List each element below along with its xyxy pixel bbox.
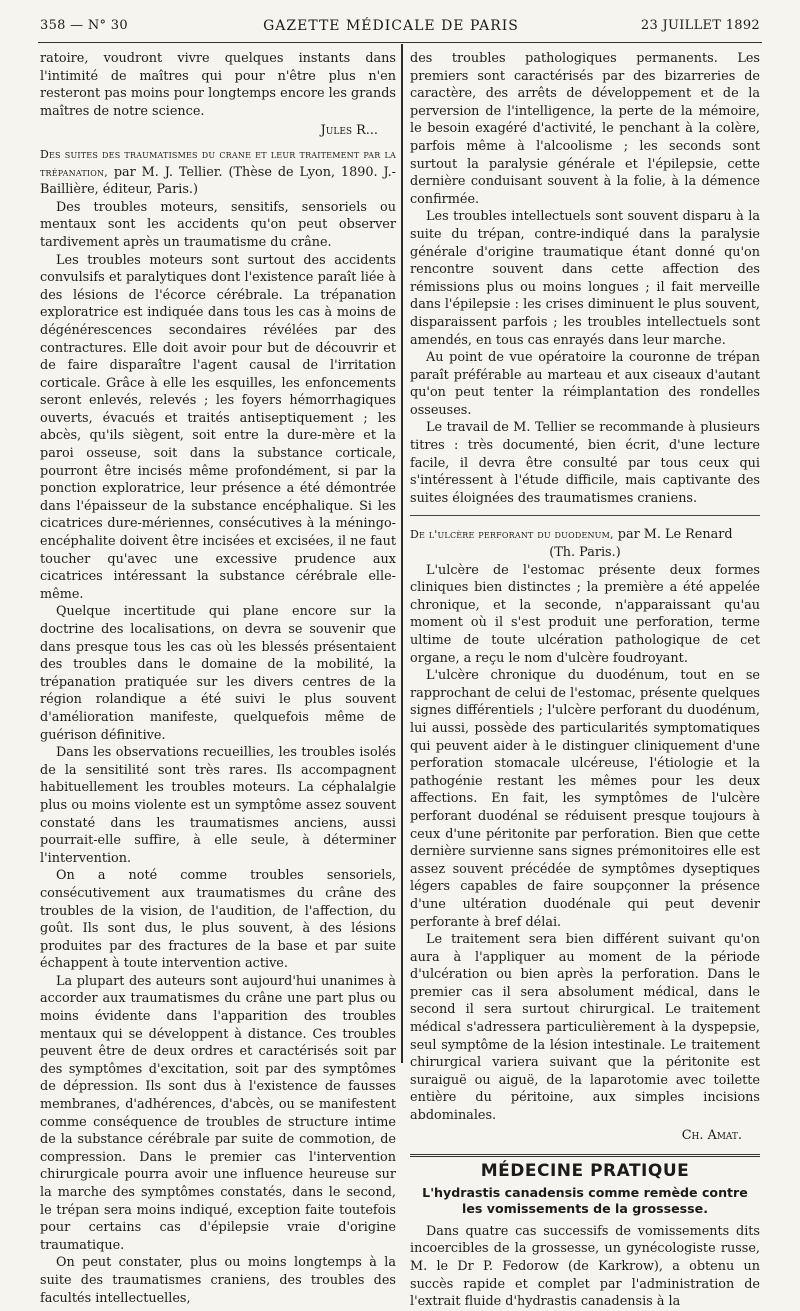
paragraph: L'ulcère de l'estomac présente deux formes cliniques bien distinctes ; la première a été appelée chronique, et la seconde, n'apparaissant qu'au moment où il s'est produit une perforation, terme ultime de toute ulcération pathologique de cet organe, a reçu le nom d'ulcère foudroyant.	[410, 562, 760, 666]
paragraph: Le travail de M. Tellier se recommande à plusieurs titres : très documenté, bien écrit, d'une lecture facile, il devra être consulté par tous ceux qui s'intéressent à l'étude difficile, mais captivante des suites éloignées des traumatismes craniens.	[410, 420, 760, 506]
article-title: Des suites des traumatismes du crane et leur traitement par la trépanation,	[40, 147, 396, 179]
paragraph: Les troubles moteurs sont surtout des accidents convulsifs et paralytiques dont l'existence paraît liée à des lésions de l'écorce cérébrale. La trépanation exploratrice est indiquée dans tous les cas à moins de dégénérescences secondaires révélées par des contractures. Elle doit avoir pour but de découvrir et de faire disparaître l'agent causal de l'irritation corticale. Grâce à elle les esquilles, les enfoncements seront enlevés, relevés ; les foyers hémorrhagiques ouverts, évacués et traités antiseptiquement ; les abcès, qu'ils siègent, soit entre la dure-mère et la paroi osseuse, soit dans la substance corticale, pourront être incisés même profondément, si par la ponction exploratrice, leur présence a été démontrée dans l'épaisseur de la substance encéphalique. Si les cicatrices dure-mériennes, consécutives à la méningo-encéphalite doivent être incisées et excisées, il ne faut toucher qu'avec une excessive prudence aux cicatrices intéressant la substance cérébrale elle-même.	[40, 252, 396, 602]
left-column	[40, 50, 396, 1307]
section-rule-double	[410, 1154, 760, 1157]
article-source: (Th. Paris.)	[549, 545, 621, 561]
right-column	[410, 50, 760, 1311]
paragraph: On peut constater, plus ou moins longtemps à la suite des traumatismes craniens, des troubles des facultés intellectuelles,	[40, 1255, 396, 1306]
signature: Ch. Amat.	[681, 1127, 742, 1143]
signature: Jules R...	[320, 123, 378, 139]
header-rule	[38, 42, 762, 43]
paragraph: Des troubles moteurs, sensitifs, sensoriels ou mentaux sont les accidents qu'on peut observer tardivement après un traumatisme du crâne.	[40, 199, 396, 250]
issue-date: 23 JUILLET 1892	[640, 18, 760, 33]
paragraph: L'ulcère chronique du duodénum, tout en se rapprochant de celui de l'estomac, présente quelques signes différentiels ; l'ulcère perforant du duodénum, lui aussi, possède des particularités symptomatiques qui peuvent aider à le distinguer cliniquement d'une perforation stomacale ulcéreuse, l'étiologie et la pathogénie restant les mêmes pour les deux affections. En fait, les symptômes de l'ulcère perforant duodénal se réduisent presque toujours à ceux d'une péritonite par perforation. Bien que cette dernière survienne sans signes prémonitoires elle est assez souvent précédée de symptômes dyseptiques légers capables de faire soupçonner la présence d'une ultération duodénale qui peut devenir perforante à bref délai.	[410, 668, 760, 930]
article-heading	[410, 526, 760, 544]
paragraph: Le traitement sera bien différent suivant qu'on aura à l'appliquer au moment de la période d'ulcération ou bien après la perforation. Dans le premier cas il sera absolument médical, dans le second il sera surtout chirurgical. Le traitement médical s'adressera particulièrement à la dyspepsie, seul symptôme de la lésion intestinale. Le traitement chirurgical variera suivant que la péritonite est suraiguë ou aiguë, de la laparotomie avec toilette entière du péritoine, aux simples incisions abdominales.	[410, 932, 760, 1124]
section-rubric: MÉDECINE PRATIQUE	[480, 1161, 690, 1182]
paragraph: Les troubles intellectuels sont souvent disparu à la suite du trépan, contre-indiqué dans la paralysie générale d'origine traumatique étant donné qu'on rencontre souvent dans cette affection des rémissions plus ou moins longues ; il fait merveille dans l'épilepsie : les crises diminuent le plus souvent, disparaissent parfois ; les troubles intellectuels sont amendés, en tous cas enrayés dans leur marche.	[410, 209, 760, 348]
section-rule	[410, 515, 760, 516]
paragraph: Dans les observations recueillies, les troubles isolés de la sensitilité sont très rares. Ils accompagnent habituellement les troubles moteurs. La céphalalgie plus ou moins violente est un symptôme assez souvent constaté dans les traumatismes anciens, aussi pourrait-elle suffire, à elle seule, à déterminer l'intervention.	[40, 745, 396, 866]
article-heading	[40, 146, 396, 199]
paragraph: Dans quatre cas successifs de vomissements dits incoercibles de la grossesse, un gynécologiste russe, M. le Dr P. Fedorow (de Karkrow), a obtenu un succès rapide et complet par l'administration de l'extrait fluide d'hydrastis canadensis à la	[410, 1223, 760, 1310]
page-number: 358 — N° 30	[40, 18, 128, 33]
journal-title: GAZETTE MÉDICALE DE PARIS	[263, 18, 519, 34]
paragraph: Quelque incertitude qui plane encore sur la doctrine des localisations, on devra se souvenir que dans presque tous les cas où les blessés présentaient des troubles dans le domaine de la mobilité, la trépanation pratiquée sur les divers centres de la région rolandique a été suivi le plus souvent d'amélioration manifeste, quelquefois même de guérison définitive.	[40, 604, 396, 743]
paragraph: On a noté comme troubles sensoriels, consécutivement aux traumatismes du crâne des troubles de la vision, de l'audition, de l'affection, du goût. Ils sont dus, le plus souvent, à des lésions produites par des fractures de la base et par suite échappent à toute intervention active.	[40, 868, 396, 972]
article-subheading: L'hydrastis canadensis comme remède contre les vomissements de la grossesse.	[422, 1184, 748, 1216]
paragraph: La plupart des auteurs sont aujourd'hui unanimes à accorder aux traumatismes du crâne une part plus ou moins évidente dans l'apparition des troubles mentaux qui se développent à distance. Ces troubles peuvent être de deux ordres et caractérisés soit par des symptômes d'excitation, soit par des symptômes de dépression. Ils sont dus à l'existence de fausses membranes, d'adhérences, d'abcès, ou se manifestent comme conséquence de troubles de structure intime de la substance cérébrale par suite de commotion, de compression. Dans le premier cas l'intervention chirurgicale pourra avoir une influence heureuse sur la marche des symptômes constatés, dans le second, le trépan sera moins indiqué, exception faite toutefois pour certains cas d'épilepsie vraie d'origine traumatique.	[40, 973, 396, 1253]
paragraph: ratoire, voudront vivre quelques instants dans l'intimité de maîtres qui pour n'être plus n'en resteront pas moins pour longtemps encore les grands maîtres de notre science.	[40, 51, 396, 119]
paragraph: des troubles pathologiques permanents. Les premiers sont caractérisés par des bizarreries de caractère, des arrêts de développement et de la perversion de l'intelligence, la perte de la mémoire, le besoin exagéré d'activité, le penchant à la colère, parfois même à l'alcoolisme ; les seconds sont surtout la paralysie générale et l'épilepsie, cette dernière conduisant souvent à la folie, à la démence confirmée.	[410, 51, 760, 207]
column-divider	[401, 44, 403, 1063]
article-title: De l'ulcère perforant du duodenum,	[410, 528, 614, 542]
paragraph: Au point de vue opératoire la couronne de trépan paraît préférable au marteau et aux ciseaux d'autant qu'on peut tenter la réimplantation des rondelles osseuses.	[410, 350, 760, 418]
article-citation: par M. J. Tellier. (Thèse de Lyon, 1890. J.-Baillière, éditeur, Paris.)	[40, 164, 396, 198]
page-header	[22, 14, 760, 36]
article-author: par M. Le Renard	[613, 527, 733, 543]
